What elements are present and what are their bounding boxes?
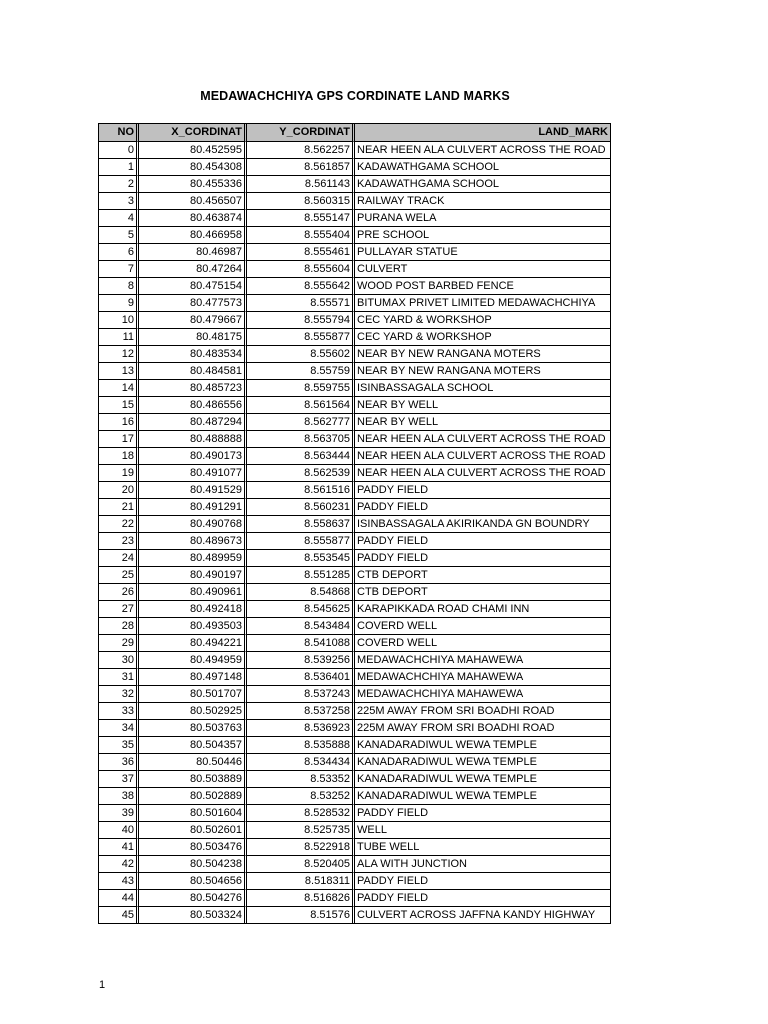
- cell-land-mark: PADDY FIELD: [355, 550, 610, 567]
- table-row: [99, 227, 610, 244]
- cell-y-cordinat: 8.537258: [247, 703, 355, 720]
- cell-no: 44: [99, 890, 139, 907]
- cell-no: 43: [99, 873, 139, 890]
- cell-no: 27: [99, 601, 139, 618]
- cell-no: 19: [99, 465, 139, 482]
- cell-no: 30: [99, 652, 139, 669]
- table-row: [99, 499, 610, 516]
- cell-no: 2: [99, 176, 139, 193]
- table-row: [99, 159, 610, 176]
- table-row: [99, 516, 610, 533]
- cell-no: 31: [99, 669, 139, 686]
- table-row: [99, 550, 610, 567]
- cell-land-mark: PADDY FIELD: [355, 533, 610, 550]
- cell-land-mark: KANADARADIWUL WEWA TEMPLE: [355, 771, 610, 788]
- cell-x-cordinat: 80.489673: [139, 533, 247, 550]
- cell-y-cordinat: 8.562539: [247, 465, 355, 482]
- cell-land-mark: CEC YARD & WORKSHOP: [355, 329, 610, 346]
- cell-land-mark: PADDY FIELD: [355, 805, 610, 822]
- table-row: [99, 329, 610, 346]
- cell-land-mark: NEAR BY WELL: [355, 414, 610, 431]
- column-header-land-mark: LAND_MARK: [355, 124, 610, 142]
- cell-land-mark: KANADARADIWUL WEWA TEMPLE: [355, 788, 610, 805]
- table-row: [99, 431, 610, 448]
- cell-y-cordinat: 8.541088: [247, 635, 355, 652]
- table-row: [99, 176, 610, 193]
- cell-land-mark: PADDY FIELD: [355, 499, 610, 516]
- cell-no: 36: [99, 754, 139, 771]
- table-row: [99, 533, 610, 550]
- cell-x-cordinat: 80.491529: [139, 482, 247, 499]
- cell-land-mark: MEDAWACHCHIYA MAHAWEWA: [355, 669, 610, 686]
- table-row: [99, 482, 610, 499]
- table-row: [99, 788, 610, 805]
- cell-land-mark: PADDY FIELD: [355, 873, 610, 890]
- cell-x-cordinat: 80.502889: [139, 788, 247, 805]
- cell-y-cordinat: 8.525735: [247, 822, 355, 839]
- cell-x-cordinat: 80.502601: [139, 822, 247, 839]
- cell-x-cordinat: 80.48175: [139, 329, 247, 346]
- cell-x-cordinat: 80.477573: [139, 295, 247, 312]
- cell-no: 32: [99, 686, 139, 703]
- cell-land-mark: CULVERT: [355, 261, 610, 278]
- cell-no: 34: [99, 720, 139, 737]
- cell-land-mark: MEDAWACHCHIYA MAHAWEWA: [355, 652, 610, 669]
- cell-y-cordinat: 8.562257: [247, 142, 355, 159]
- cell-y-cordinat: 8.555404: [247, 227, 355, 244]
- cell-x-cordinat: 80.486556: [139, 397, 247, 414]
- cell-x-cordinat: 80.503324: [139, 907, 247, 923]
- cell-x-cordinat: 80.487294: [139, 414, 247, 431]
- table-row: [99, 380, 610, 397]
- cell-no: 22: [99, 516, 139, 533]
- cell-x-cordinat: 80.485723: [139, 380, 247, 397]
- cell-no: 39: [99, 805, 139, 822]
- cell-no: 33: [99, 703, 139, 720]
- cell-y-cordinat: 8.54868: [247, 584, 355, 601]
- table-row: [99, 907, 610, 923]
- cell-no: 26: [99, 584, 139, 601]
- cell-y-cordinat: 8.551285: [247, 567, 355, 584]
- cell-y-cordinat: 8.53352: [247, 771, 355, 788]
- column-header-x-cordinat: X_CORDINAT: [139, 124, 247, 142]
- table-row: [99, 652, 610, 669]
- cell-land-mark: NEAR BY NEW RANGANA MOTERS: [355, 363, 610, 380]
- cell-no: 16: [99, 414, 139, 431]
- cell-x-cordinat: 80.497148: [139, 669, 247, 686]
- cell-y-cordinat: 8.518311: [247, 873, 355, 890]
- cell-land-mark: COVERD WELL: [355, 635, 610, 652]
- table-row: [99, 465, 610, 482]
- cell-land-mark: CULVERT ACROSS JAFFNA KANDY HIGHWAY: [357, 909, 596, 921]
- cell-x-cordinat: 80.50446: [139, 754, 247, 771]
- table-row: [99, 703, 610, 720]
- table-row: [99, 720, 610, 737]
- table-row: [99, 771, 610, 788]
- table-row: [99, 873, 610, 890]
- table-row: [99, 346, 610, 363]
- cell-no: 35: [99, 737, 139, 754]
- cell-x-cordinat: 80.490768: [139, 516, 247, 533]
- cell-no: 10: [99, 312, 139, 329]
- cell-y-cordinat: 8.520405: [247, 856, 355, 873]
- cell-y-cordinat: 8.555877: [247, 533, 355, 550]
- document-title: MEDAWACHCHIYA GPS CORDINATE LAND MARKS: [200, 89, 510, 103]
- table-row: [99, 363, 610, 380]
- cell-y-cordinat: 8.516826: [247, 890, 355, 907]
- cell-no: 23: [99, 533, 139, 550]
- page-number: 1: [99, 979, 106, 991]
- cell-no: 28: [99, 618, 139, 635]
- cell-y-cordinat: 8.563444: [247, 448, 355, 465]
- cell-no: 7: [99, 261, 139, 278]
- cell-land-mark: KARAPIKKADA ROAD CHAMI INN: [355, 601, 610, 618]
- cell-no: 29: [99, 635, 139, 652]
- cell-y-cordinat: 8.545625: [247, 601, 355, 618]
- cell-y-cordinat: 8.560231: [247, 499, 355, 516]
- cell-no: 37: [99, 771, 139, 788]
- cell-y-cordinat: 8.560315: [247, 193, 355, 210]
- cell-land-mark: PRE SCHOOL: [355, 227, 610, 244]
- table-row: [99, 193, 610, 210]
- cell-x-cordinat: 80.454308: [139, 159, 247, 176]
- cell-y-cordinat: 8.555147: [247, 210, 355, 227]
- cell-y-cordinat: 8.543484: [247, 618, 355, 635]
- cell-no: 6: [99, 244, 139, 261]
- cell-y-cordinat: 8.562777: [247, 414, 355, 431]
- cell-y-cordinat: 8.51576: [247, 907, 355, 923]
- table-row: [99, 278, 610, 295]
- cell-y-cordinat: 8.55571: [247, 295, 355, 312]
- cell-y-cordinat: 8.553545: [247, 550, 355, 567]
- cell-land-mark: NEAR HEEN ALA CULVERT ACROSS THE ROAD: [355, 465, 610, 482]
- column-header-y-cordinat: Y_CORDINAT: [247, 124, 355, 142]
- cell-land-mark: PADDY FIELD: [355, 482, 610, 499]
- cell-land-mark: NEAR BY NEW RANGANA MOTERS: [355, 346, 610, 363]
- cell-y-cordinat: 8.555461: [247, 244, 355, 261]
- table-row: [99, 397, 610, 414]
- cell-x-cordinat: 80.475154: [139, 278, 247, 295]
- cell-y-cordinat: 8.534434: [247, 754, 355, 771]
- table-row: [99, 261, 610, 278]
- cell-y-cordinat: 8.535888: [247, 737, 355, 754]
- cell-y-cordinat: 8.555877: [247, 329, 355, 346]
- cell-land-mark: TUBE WELL: [355, 839, 610, 856]
- cell-x-cordinat: 80.463874: [139, 210, 247, 227]
- cell-no: 0: [99, 142, 139, 159]
- cell-x-cordinat: 80.503476: [139, 839, 247, 856]
- cell-x-cordinat: 80.501604: [139, 805, 247, 822]
- cell-no: 40: [99, 822, 139, 839]
- cell-no: 14: [99, 380, 139, 397]
- cell-y-cordinat: 8.558637: [247, 516, 355, 533]
- cell-x-cordinat: 80.503889: [139, 771, 247, 788]
- cell-y-cordinat: 8.555604: [247, 261, 355, 278]
- cell-y-cordinat: 8.563705: [247, 431, 355, 448]
- cell-x-cordinat: 80.504357: [139, 737, 247, 754]
- cell-land-mark: ALA WITH JUNCTION: [355, 856, 610, 873]
- table-row: [99, 567, 610, 584]
- cell-x-cordinat: 80.503763: [139, 720, 247, 737]
- cell-y-cordinat: 8.555642: [247, 278, 355, 295]
- table-row: [99, 805, 610, 822]
- cell-x-cordinat: 80.47264: [139, 261, 247, 278]
- cell-no: 12: [99, 346, 139, 363]
- cell-x-cordinat: 80.491291: [139, 499, 247, 516]
- cell-x-cordinat: 80.488888: [139, 431, 247, 448]
- cell-y-cordinat: 8.561143: [247, 176, 355, 193]
- cell-no: 21: [99, 499, 139, 516]
- table-row: [99, 635, 610, 652]
- table-row: [99, 822, 610, 839]
- cell-y-cordinat: 8.561857: [247, 159, 355, 176]
- cell-y-cordinat: 8.559755: [247, 380, 355, 397]
- cell-land-mark: KADAWATHGAMA SCHOOL: [355, 176, 610, 193]
- cell-no: 42: [99, 856, 139, 873]
- cell-land-mark: PULLAYAR STATUE: [355, 244, 610, 261]
- cell-no: 11: [99, 329, 139, 346]
- table-row: [99, 890, 610, 907]
- cell-x-cordinat: 80.504276: [139, 890, 247, 907]
- cell-x-cordinat: 80.504238: [139, 856, 247, 873]
- cell-no: 5: [99, 227, 139, 244]
- cell-no: 13: [99, 363, 139, 380]
- cell-x-cordinat: 80.494221: [139, 635, 247, 652]
- table-row: [99, 737, 610, 754]
- cell-x-cordinat: 80.492418: [139, 601, 247, 618]
- cell-land-mark: NEAR HEEN ALA CULVERT ACROSS THE ROAD: [355, 448, 610, 465]
- cell-y-cordinat: 8.55602: [247, 346, 355, 363]
- table-row: [99, 618, 610, 635]
- cell-no: 1: [99, 159, 139, 176]
- cell-no: 8: [99, 278, 139, 295]
- cell-x-cordinat: 80.490197: [139, 567, 247, 584]
- cell-land-mark: MEDAWACHCHIYA MAHAWEWA: [355, 686, 610, 703]
- cell-no: 4: [99, 210, 139, 227]
- cell-land-mark: CTB DEPORT: [355, 584, 610, 601]
- cell-y-cordinat: 8.539256: [247, 652, 355, 669]
- landmarks-table: [98, 123, 611, 924]
- cell-x-cordinat: 80.46987: [139, 244, 247, 261]
- cell-no: 45: [99, 907, 139, 923]
- table-row: [99, 839, 610, 856]
- cell-no: 9: [99, 295, 139, 312]
- cell-land-mark: CEC YARD & WORKSHOP: [355, 312, 610, 329]
- cell-x-cordinat: 80.489959: [139, 550, 247, 567]
- cell-land-mark: 225M AWAY FROM SRI BOADHI ROAD: [355, 720, 610, 737]
- cell-land-mark: NEAR HEEN ALA CULVERT ACROSS THE ROAD: [355, 431, 610, 448]
- table-row: [99, 295, 610, 312]
- cell-land-mark: 225M AWAY FROM SRI BOADHI ROAD: [355, 703, 610, 720]
- cell-y-cordinat: 8.528532: [247, 805, 355, 822]
- cell-land-mark: CTB DEPORT: [355, 567, 610, 584]
- table-row: [99, 210, 610, 227]
- cell-land-mark: WOOD POST BARBED FENCE: [355, 278, 610, 295]
- table-row: [99, 669, 610, 686]
- cell-no: 20: [99, 482, 139, 499]
- cell-no: 17: [99, 431, 139, 448]
- cell-land-mark: KANADARADIWUL WEWA TEMPLE: [355, 754, 610, 771]
- cell-y-cordinat: 8.561564: [247, 397, 355, 414]
- cell-land-mark: ISINBASSAGALA SCHOOL: [355, 380, 610, 397]
- cell-y-cordinat: 8.555794: [247, 312, 355, 329]
- table-row: [99, 686, 610, 703]
- cell-land-mark: RAILWAY TRACK: [355, 193, 610, 210]
- cell-no: 38: [99, 788, 139, 805]
- table-row: [99, 856, 610, 873]
- cell-land-mark: COVERD WELL: [355, 618, 610, 635]
- cell-y-cordinat: 8.53252: [247, 788, 355, 805]
- cell-x-cordinat: 80.491077: [139, 465, 247, 482]
- cell-y-cordinat: 8.522918: [247, 839, 355, 856]
- cell-x-cordinat: 80.483534: [139, 346, 247, 363]
- cell-x-cordinat: 80.484581: [139, 363, 247, 380]
- cell-no: 15: [99, 397, 139, 414]
- table-row: [99, 601, 610, 618]
- cell-x-cordinat: 80.494959: [139, 652, 247, 669]
- cell-no: 25: [99, 567, 139, 584]
- cell-x-cordinat: 80.490961: [139, 584, 247, 601]
- table-row: [99, 414, 610, 431]
- cell-x-cordinat: 80.502925: [139, 703, 247, 720]
- cell-y-cordinat: 8.561516: [247, 482, 355, 499]
- cell-land-mark: KADAWATHGAMA SCHOOL: [355, 159, 610, 176]
- column-header-no: NO: [99, 124, 139, 142]
- cell-land-mark: PURANA WELA: [355, 210, 610, 227]
- cell-x-cordinat: 80.490173: [139, 448, 247, 465]
- cell-y-cordinat: 8.536923: [247, 720, 355, 737]
- table-row: [99, 584, 610, 601]
- cell-no: 24: [99, 550, 139, 567]
- cell-land-mark: PADDY FIELD: [355, 890, 610, 907]
- cell-land-mark: BITUMAX PRIVET LIMITED MEDAWACHCHIYA: [355, 295, 610, 312]
- table-header-row: [99, 124, 610, 142]
- cell-x-cordinat: 80.493503: [139, 618, 247, 635]
- cell-x-cordinat: 80.504656: [139, 873, 247, 890]
- cell-land-mark: NEAR BY WELL: [355, 397, 610, 414]
- cell-x-cordinat: 80.501707: [139, 686, 247, 703]
- table-row: [99, 244, 610, 261]
- cell-no: 41: [99, 839, 139, 856]
- cell-land-mark: KANADARADIWUL WEWA TEMPLE: [355, 737, 610, 754]
- table-row: [99, 312, 610, 329]
- cell-y-cordinat: 8.536401: [247, 669, 355, 686]
- cell-y-cordinat: 8.55759: [247, 363, 355, 380]
- table-row: [99, 142, 610, 159]
- cell-land-mark: ISINBASSAGALA AKIRIKANDA GN BOUNDRY: [355, 516, 610, 533]
- table-body: [99, 142, 610, 923]
- cell-land-mark: WELL: [355, 822, 610, 839]
- cell-x-cordinat: 80.455336: [139, 176, 247, 193]
- cell-y-cordinat: 8.537243: [247, 686, 355, 703]
- cell-land-mark: NEAR HEEN ALA CULVERT ACROSS THE ROAD: [355, 142, 610, 159]
- cell-no: 18: [99, 448, 139, 465]
- cell-no: 3: [99, 193, 139, 210]
- table-row: [99, 448, 610, 465]
- table-row: [99, 754, 610, 771]
- cell-x-cordinat: 80.479667: [139, 312, 247, 329]
- cell-x-cordinat: 80.466958: [139, 227, 247, 244]
- cell-x-cordinat: 80.456507: [139, 193, 247, 210]
- cell-x-cordinat: 80.452595: [139, 142, 247, 159]
